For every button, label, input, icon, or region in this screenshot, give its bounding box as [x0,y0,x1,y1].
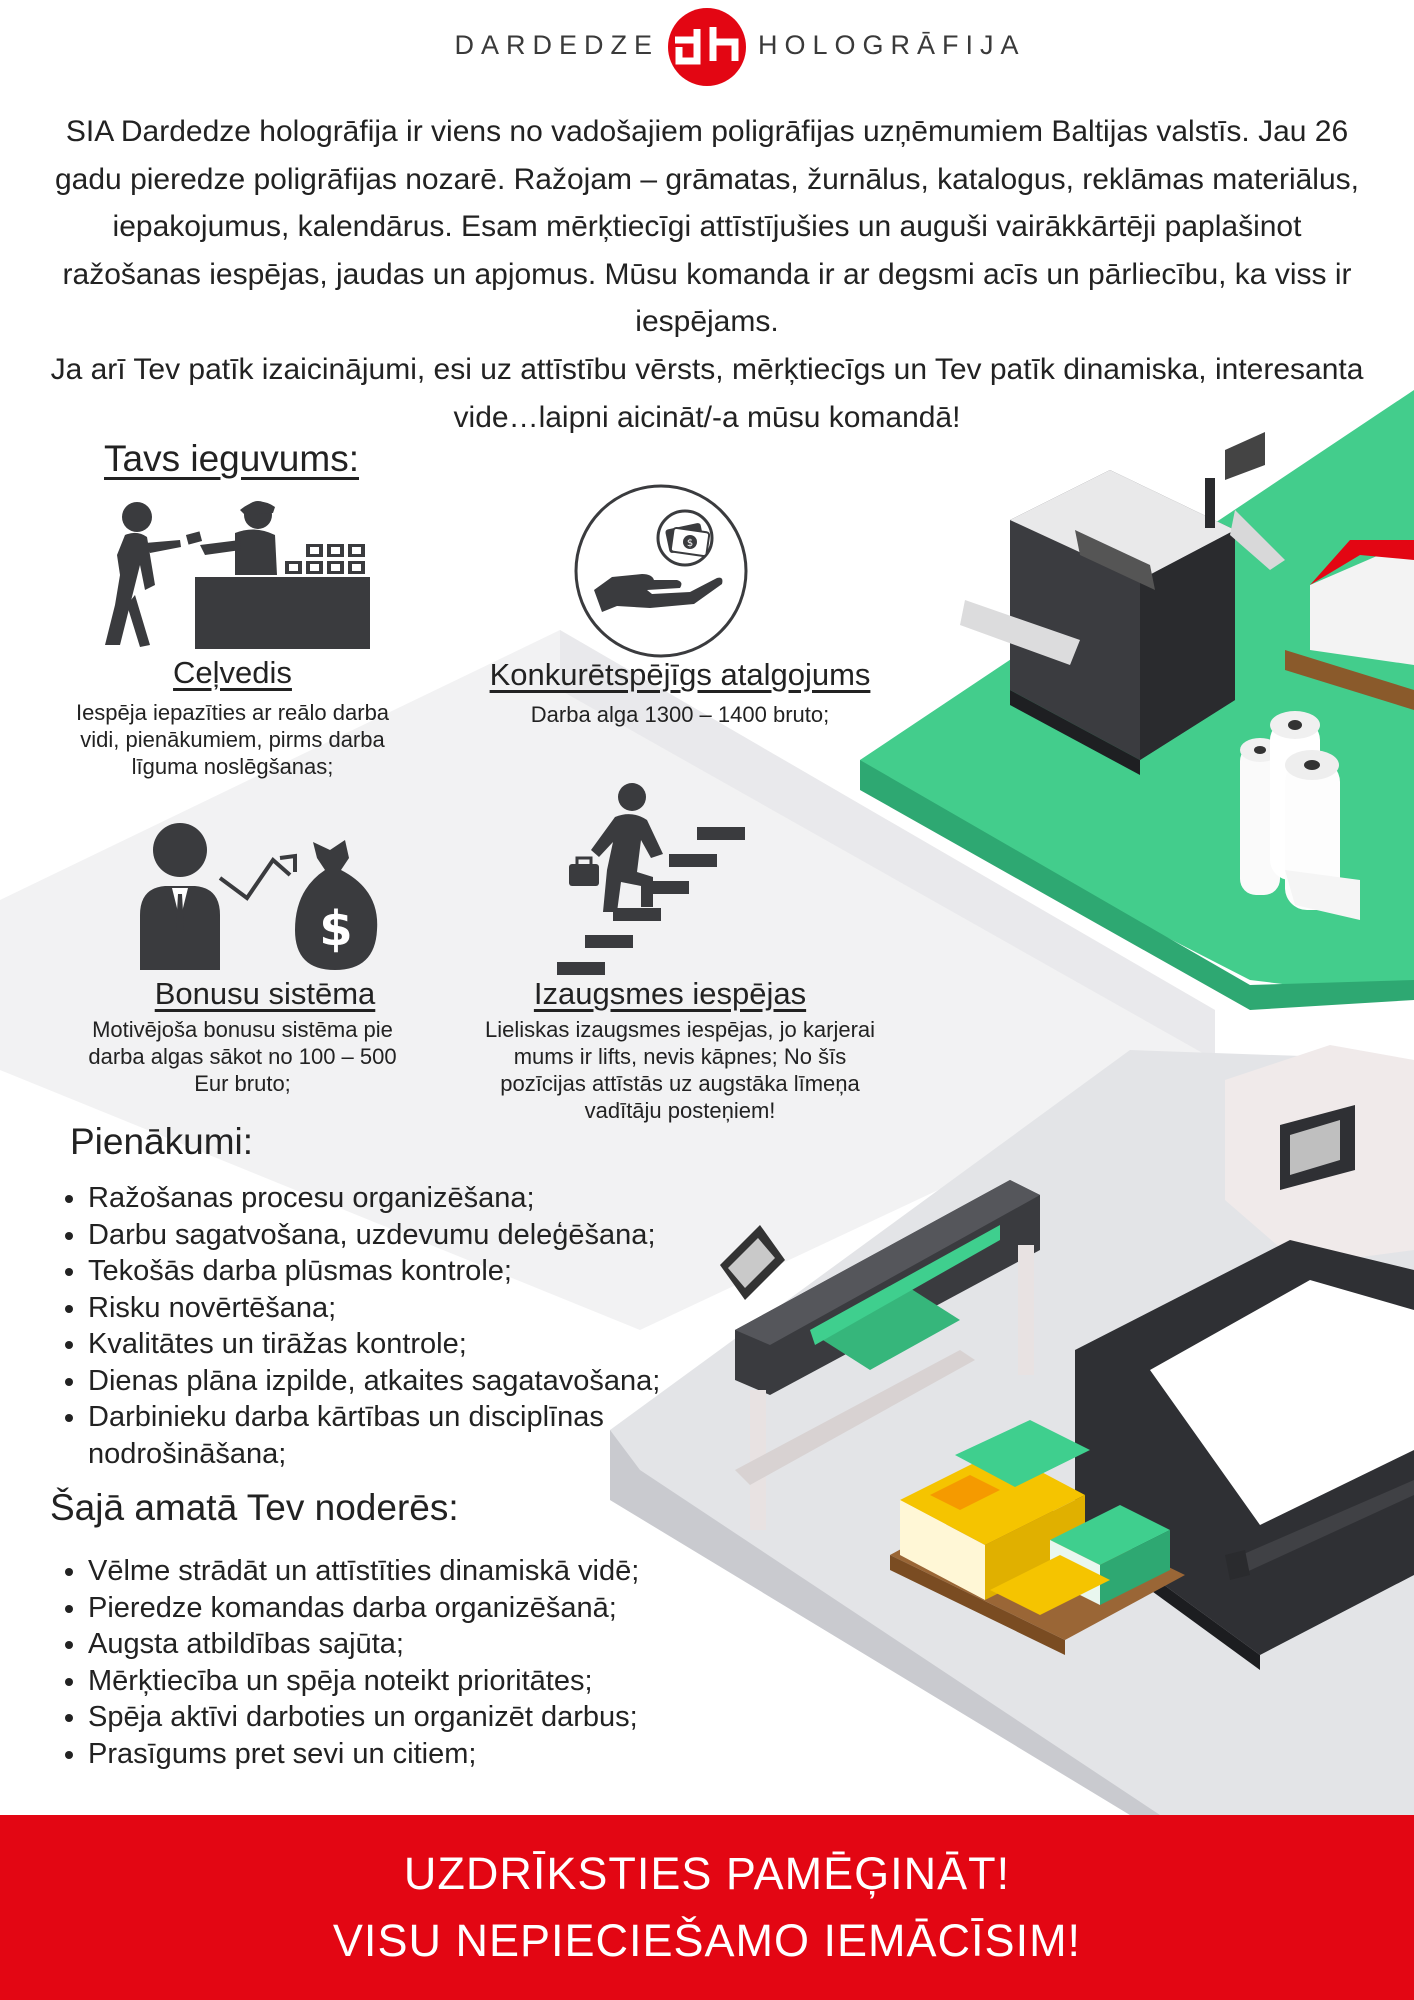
footer-slogan-line-2: VISU NEPIECIEŠAMO IEMĀCĪSIM! [332,1915,1082,1966]
benefit-title-bonus: Bonusu sistēma [154,976,376,1011]
svg-text:$: $ [319,901,353,957]
list-item: • Kvalitātes un tirāžas kontrole; [88,1326,808,1363]
list-item: • Pieredze komandas darba organizēšanā; [88,1590,808,1627]
list-item: • Augsta atbildības sajūta; [88,1626,808,1663]
list-item: • Darbinieku darba kārtības un disciplīnas nodrošināšana; [88,1399,648,1472]
handover-icon [95,495,370,655]
intro-paragraph: SIA Dardedze hologrāfija ir viens no vadošajiem poligrāfijas uzņēmumiem Baltijas valstīs. Jau 26 gadu pieredze poligrāfijas nozarē. Ražojam – grāmatas, žurnālus, katalogus, reklāmas materiālus, iepakojumus, kalendārus. Esam mērķtiecīgi attīstījušies un auguši vairākkārtēji paplašinot ražošanas iespējas, jaudas un apjomus. Mūsu komanda ir ar degsmi acīs un pārliecību, ka viss ir iespējams. [55,115,1359,338]
list-item: • Spēja aktīvi darboties un organizēt darbus; [88,1699,808,1736]
list-item: • Mērķtiecība un spēja noteikt prioritātes; [88,1663,808,1700]
list-item: • Vēlme strādāt un attīstīties dinamiskā vidē; [88,1553,808,1590]
brand-logo-icon [667,7,747,87]
list-item: • Ražošanas procesu organizēšana; [88,1180,808,1217]
skills-list [52,1553,808,1772]
benefits-title: Tavs ieguvums: [104,438,359,479]
benefit-title-growth: Izaugsmes iespējas [533,976,807,1011]
career-stairs-icon [555,782,755,977]
list-item: • Risku novērtēšana; [88,1290,808,1327]
benefit-title-salary: Konkurētspējīgs atalgojums [489,657,871,692]
brand-name-right: HOLOGRĀFIJA [758,30,1026,60]
bonus-money-bag-icon [135,820,385,975]
brand-name-left: DARDEDZE [454,30,659,60]
duties-title: Pienākumi: [70,1121,254,1162]
footer-banner [0,1815,1414,2000]
intro-invitation: Ja arī Tev patīk izaicinājumi, esi uz attīstību vērsts, mērķtiecīgs un Tev patīk dinamiska, interesanta vide…laipni aicināt/-a mūsu komandā! [50,353,1364,434]
footer-slogan-line-1: UZDRĪKSTIES PAMĒĢINĀT! [403,1848,1011,1899]
list-item: • Prasīgums pret sevi un citiem; [88,1736,808,1773]
benefit-desc-bonus: Motivējoša bonusu sistēma pie darba algas sākot no 100 – 500 Eur bruto; [88,1017,397,1096]
list-item: • Dienas plāna izpilde, atkaites sagatavošana; [88,1363,808,1400]
skills-title: Šajā amatā Tev noderēs: [50,1487,459,1528]
svg-text:$: $ [686,538,694,549]
duties-list [52,1180,808,1472]
benefit-title-guide: Ceļvedis [173,655,292,690]
hand-money-icon [572,482,750,660]
benefit-desc-growth: Lieliskas izaugsmes iespējas, jo karjerai mums ir lifts, nevis kāpnes; No šīs pozīcijas attīstās uz augstāka līmeņa vadītāju posteņiem! [484,1017,876,1123]
benefit-desc-guide: Iespēja iepazīties ar reālo darba vidi, pienākumiem, pirms darba līguma noslēgšanas; [75,700,390,779]
list-item: • Darbu sagatvošana, uzdevumu deleģēšana; [88,1217,808,1254]
benefit-desc-salary: Darba alga 1300 – 1400 bruto; [530,702,830,727]
list-item: • Tekošās darba plūsmas kontrole; [88,1253,808,1290]
